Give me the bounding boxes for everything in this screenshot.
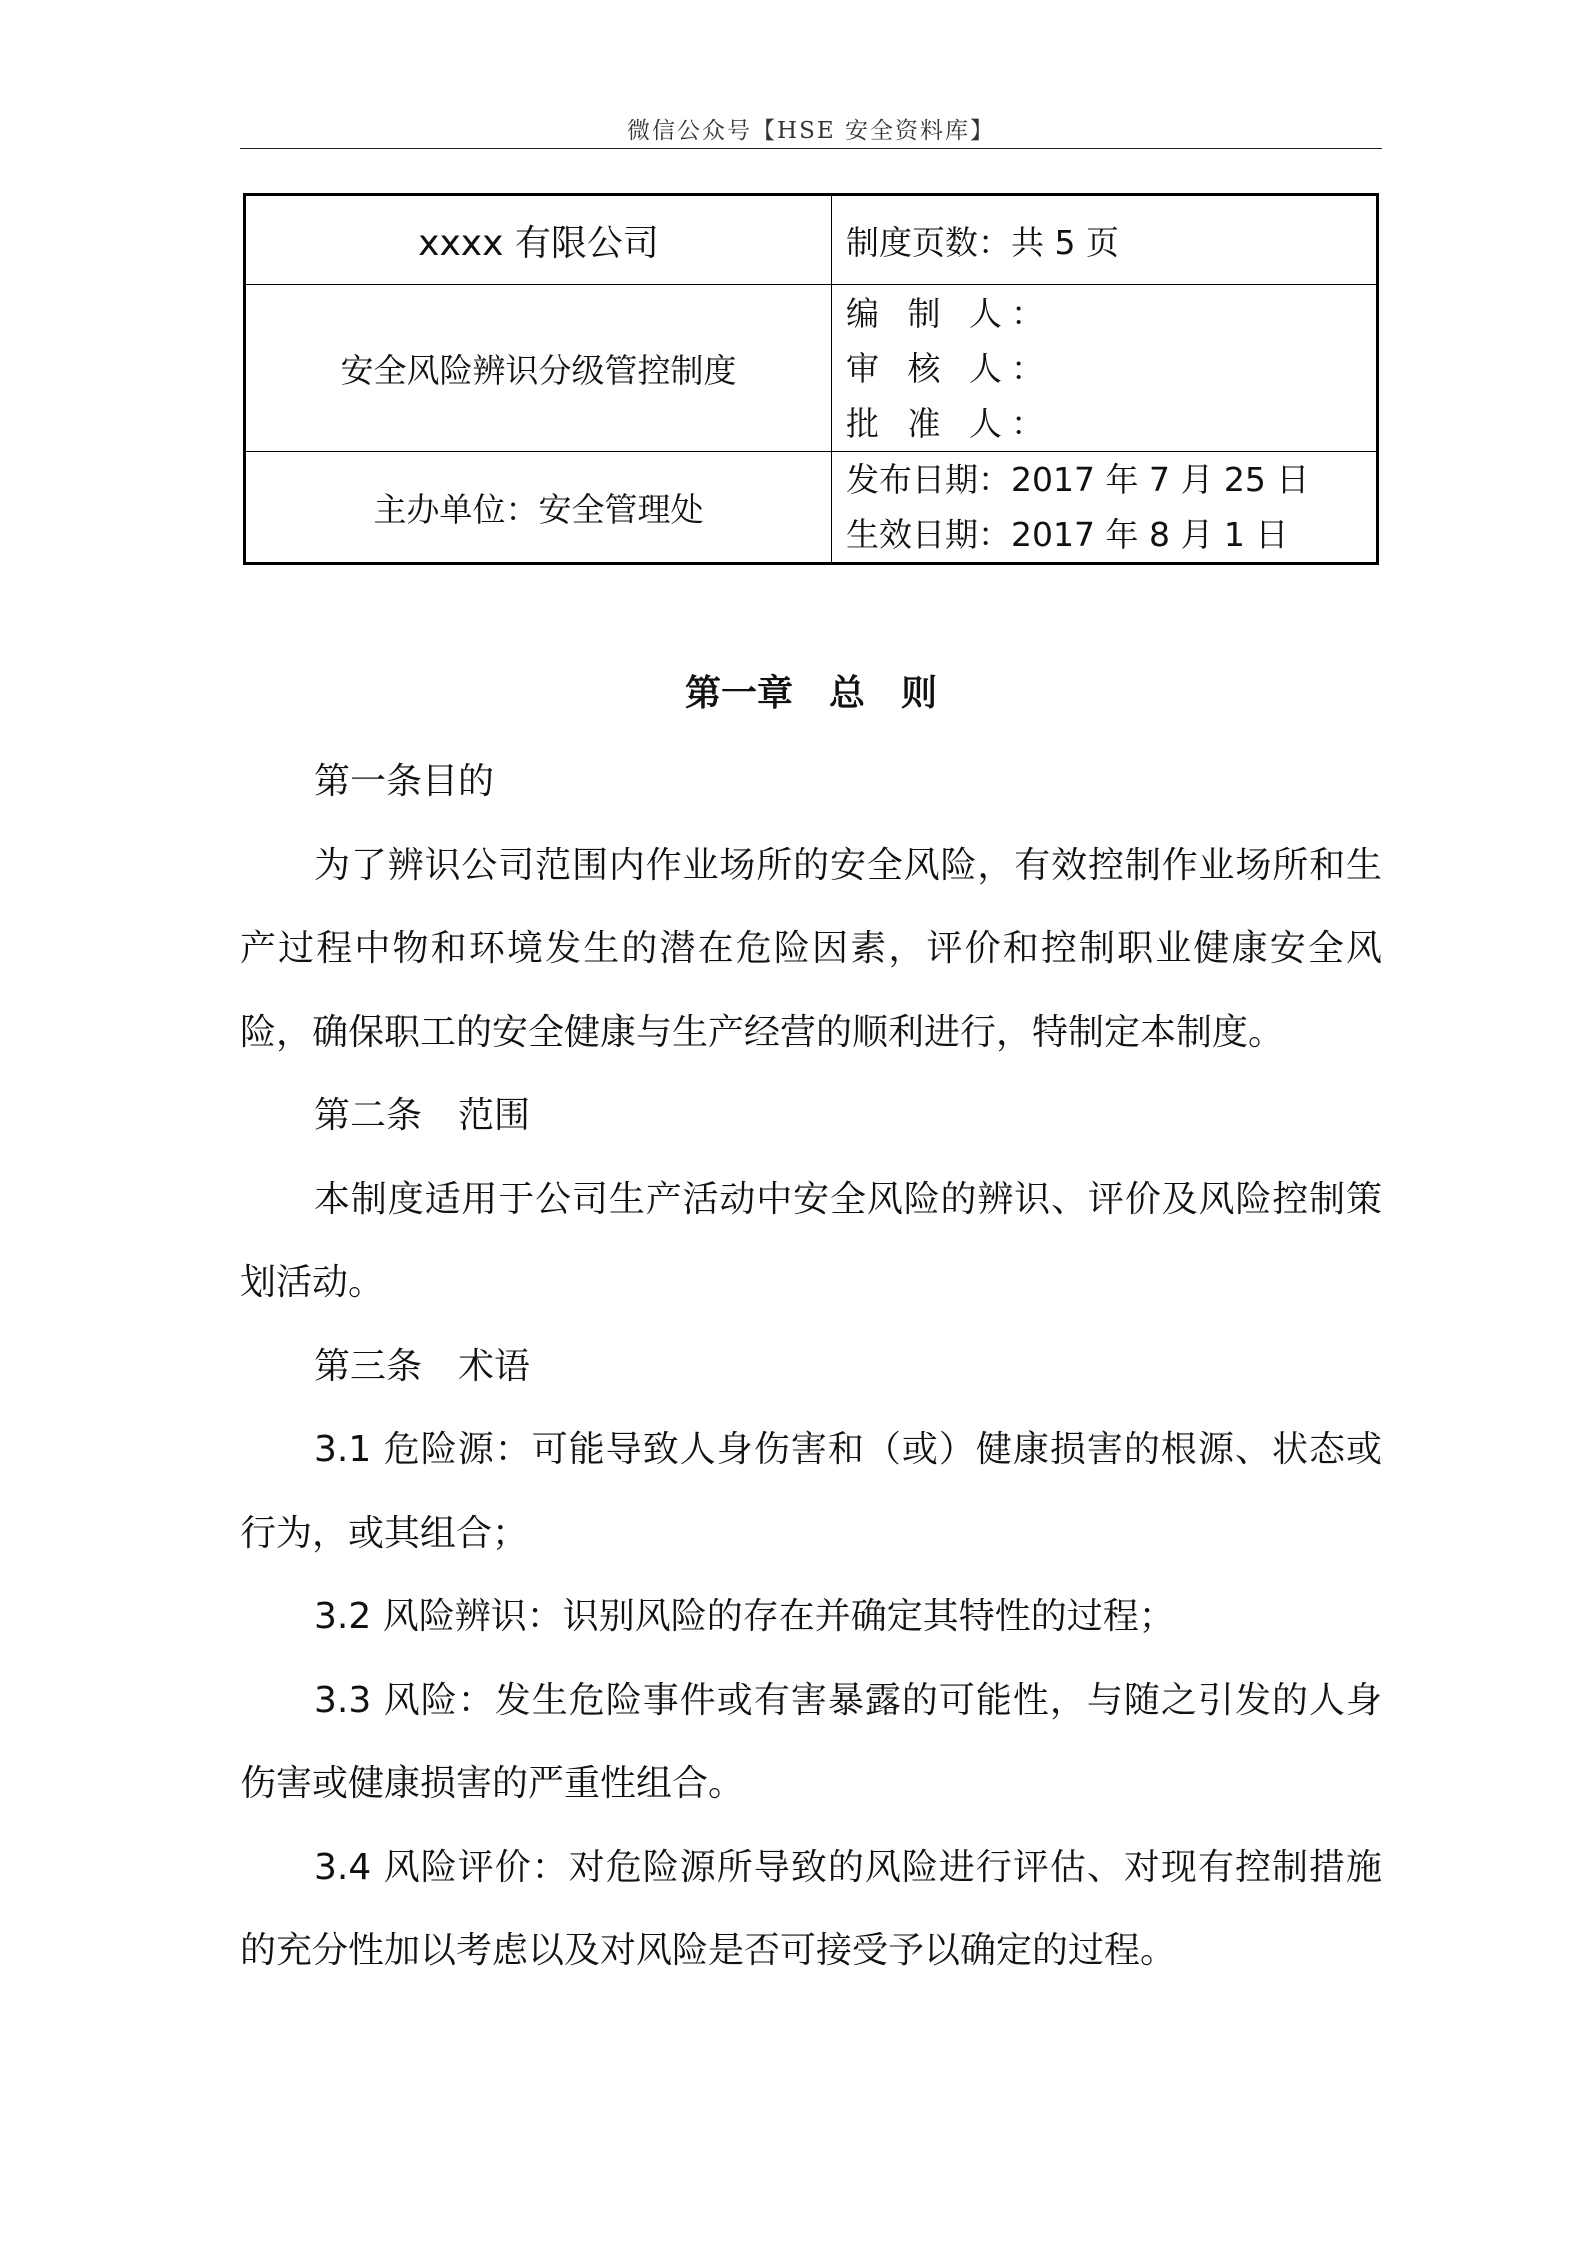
company-name: xxxx 有限公司 — [245, 195, 832, 285]
page-count: 制度页数：共 5 页 — [832, 195, 1378, 285]
approver-label: 批 准 人： — [846, 403, 1053, 443]
page-header: 微信公众号【HSE 安全资料库】 — [627, 118, 995, 144]
article-1-text: 为了辨识公司范围内作业场所的安全风险，有效控制作业场所和生产过程中物和环境发生的潜在危险因素，评价和控制职业健康安全风险，确保职工的安全健康与生产经营的顺利进行，特制定本制度。 — [240, 844, 1382, 1053]
info-row-company — [245, 195, 1378, 285]
term-3-4: 3.4 风险评价：对危险源所导致的风险进行评估、对现有控制措施的充分性加以考虑以及对风险是否可接受予以确定的过程。 — [240, 1846, 1382, 1971]
effective-date: 生效日期：2017 年 8 月 1 日 — [846, 515, 1289, 554]
info-row-title — [245, 285, 1378, 452]
header-divider — [240, 148, 1382, 149]
article-2-heading: 第二条 范围 — [314, 1095, 531, 1136]
compiler-label: 编 制 人： — [846, 293, 1053, 333]
chapter-title-char-1: 总 — [828, 673, 865, 714]
signature-cell — [832, 285, 1378, 452]
term-3-2: 3.2 风险辨识：识别风险的存在并确定其特性的过程； — [314, 1596, 1175, 1637]
document-body — [240, 740, 1382, 1993]
regulation-title: 安全风险辨识分级管控制度 — [245, 285, 832, 452]
reviewer-label: 审 核 人： — [846, 348, 1053, 388]
chapter-title-char-2: 则 — [901, 673, 938, 714]
department: 主办单位：安全管理处 — [245, 452, 832, 564]
article-1-heading: 第一条目的 — [314, 761, 495, 802]
chapter-heading — [240, 665, 1382, 716]
date-cell — [832, 452, 1378, 564]
publish-date: 发布日期：2017 年 7 月 25 日 — [846, 460, 1310, 499]
term-3-1: 3.1 危险源：可能导致人身伤害和（或）健康损害的根源、状态或行为，或其组合； — [240, 1429, 1382, 1554]
term-3-3: 3.3 风险：发生危险事件或有害暴露的可能性，与随之引发的人身伤害或健康损害的严重性组合。 — [240, 1679, 1382, 1804]
article-3-heading: 第三条 术语 — [314, 1345, 531, 1387]
document-info-table — [243, 193, 1379, 565]
chapter-number: 第一章 — [684, 673, 793, 714]
article-2-text: 本制度适用于公司生产活动中安全风险的辨识、评价及风险控制策划活动。 — [240, 1178, 1382, 1303]
info-row-department — [245, 452, 1378, 564]
